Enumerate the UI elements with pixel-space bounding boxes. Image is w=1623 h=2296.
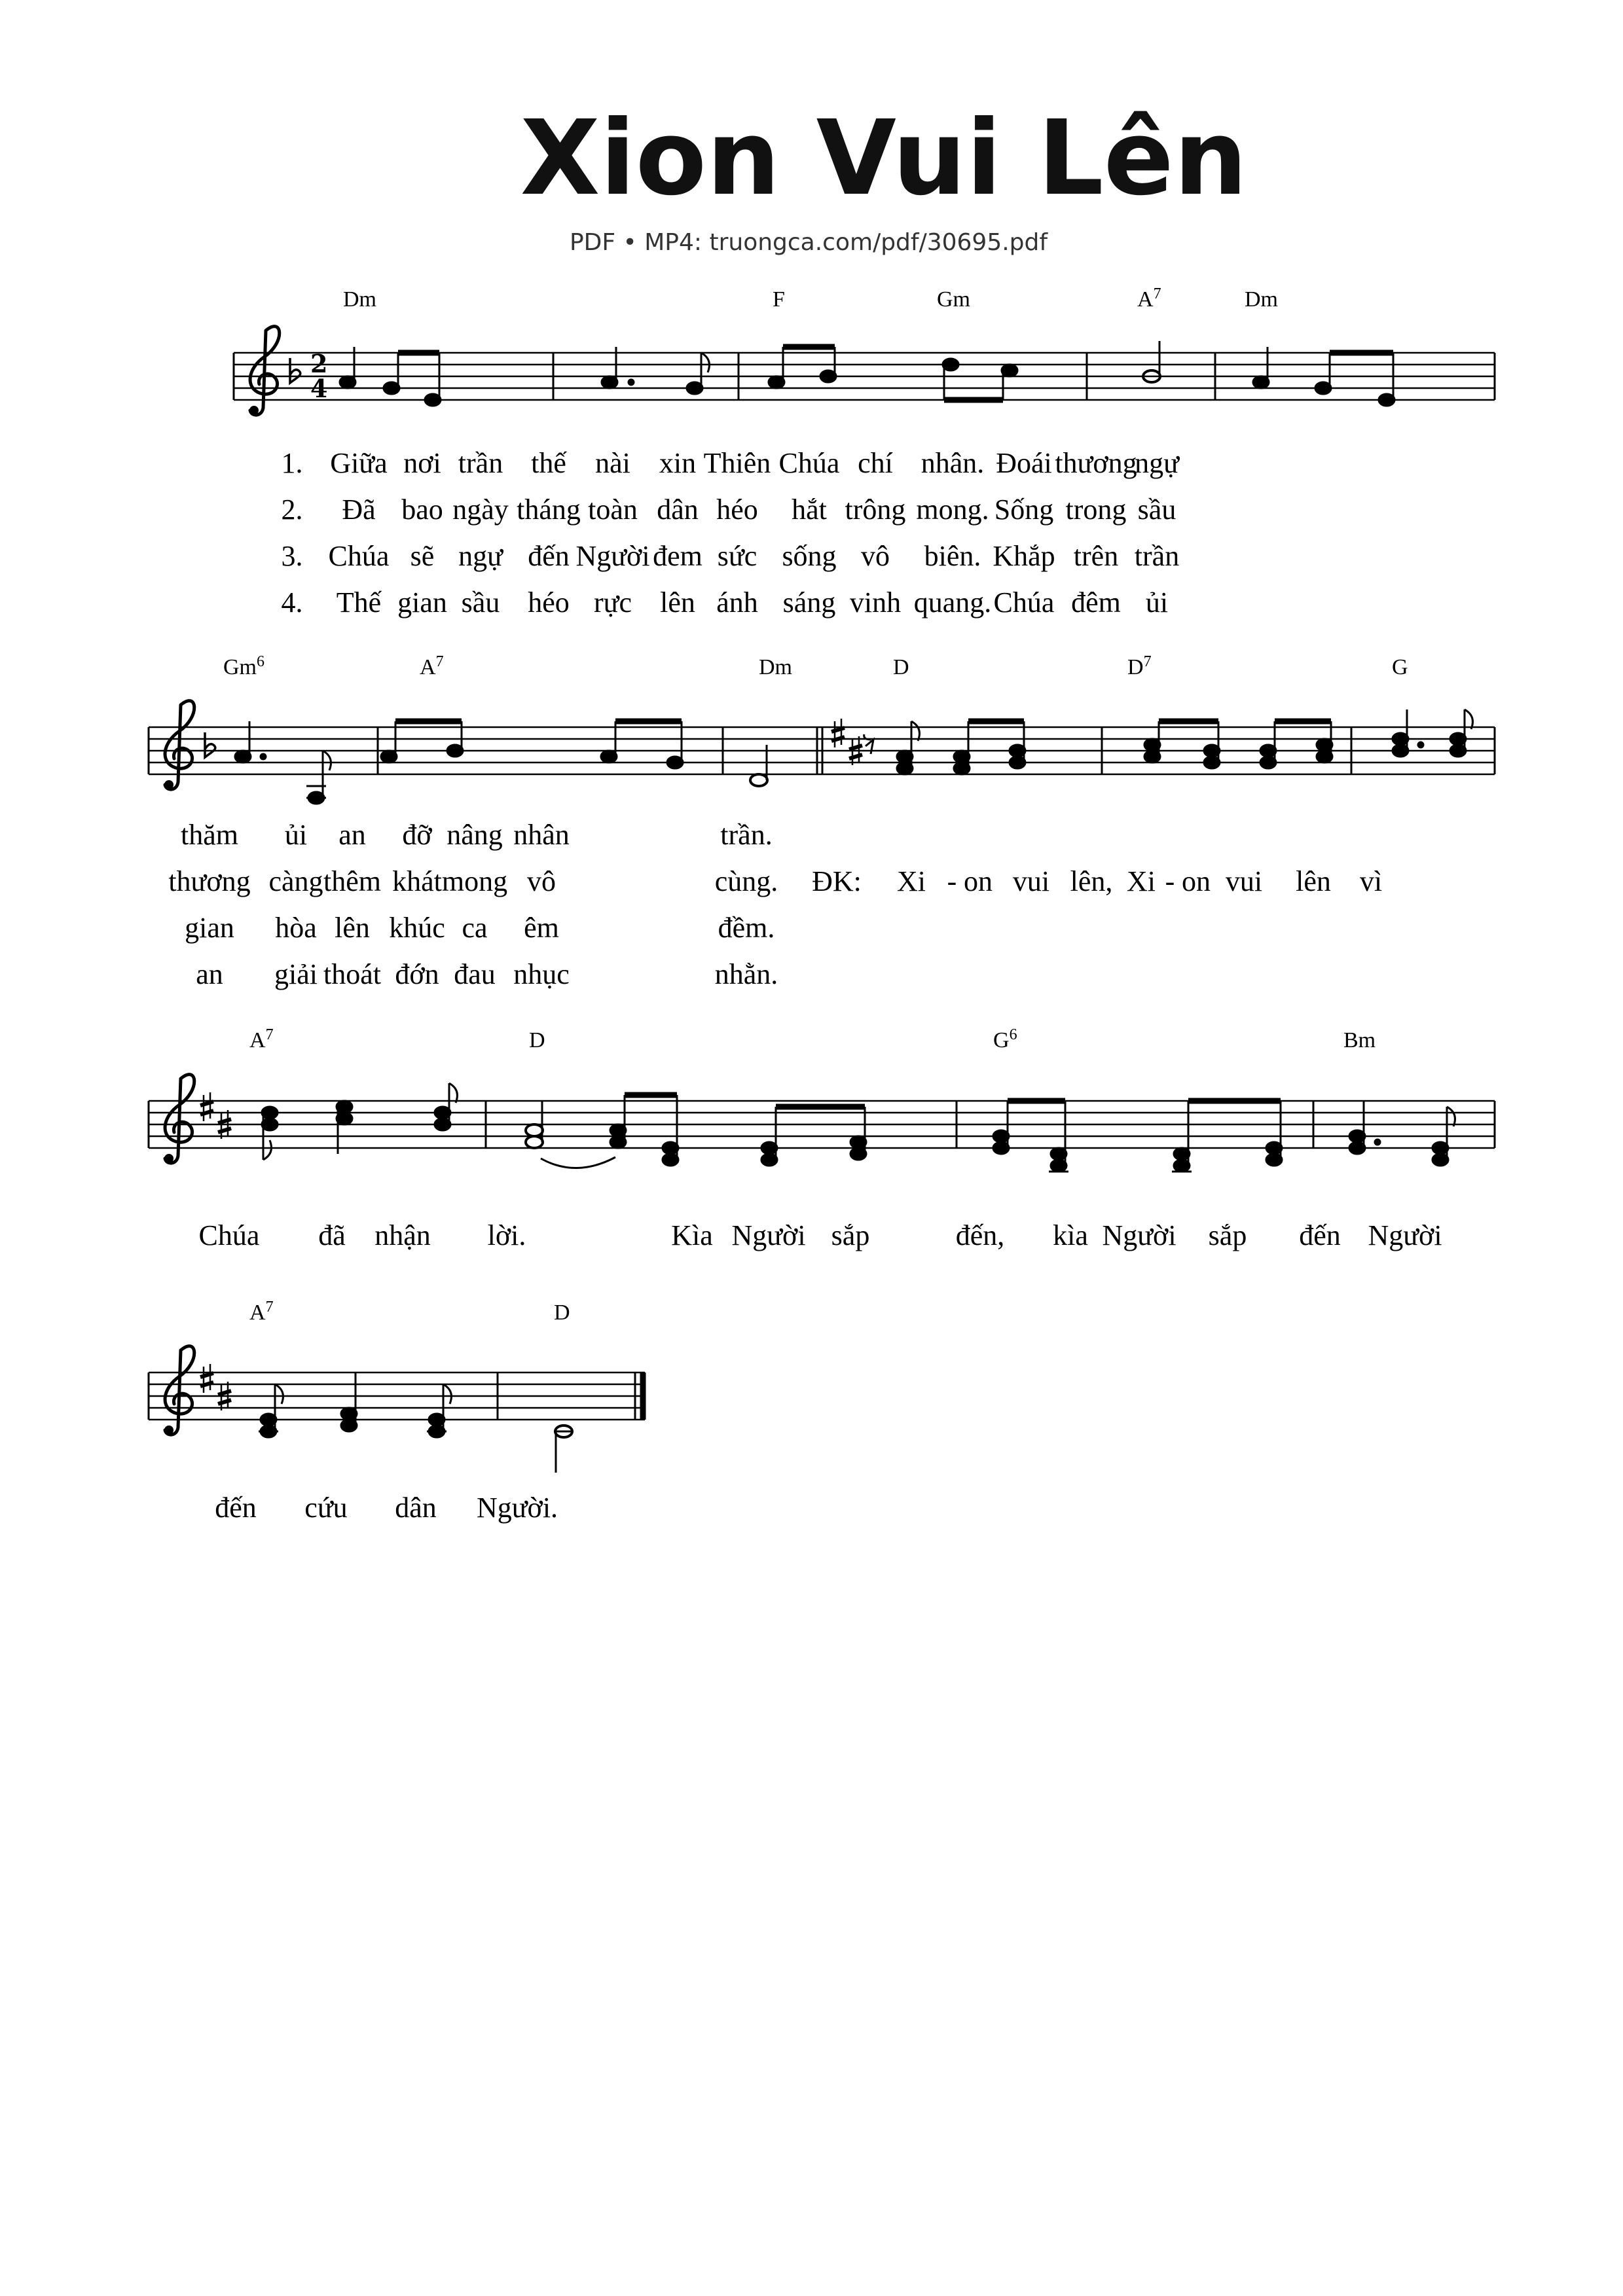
lyric-syllable: đã xyxy=(318,1219,346,1251)
treble-clef-icon xyxy=(164,1346,194,1435)
sharp-sign-icon xyxy=(200,1364,213,1393)
chord-symbol: D xyxy=(893,655,909,679)
chord-symbol: Gm xyxy=(937,287,970,312)
lyric-syllable: gian xyxy=(397,586,447,619)
svg-text:2: 2 xyxy=(310,349,328,378)
lyric-syllable: Người xyxy=(731,1219,806,1251)
chord-symbol: $A^7$ xyxy=(249,1299,274,1325)
lyric-syllable: đỡ xyxy=(402,819,432,851)
lyric-syllable: Sống xyxy=(994,493,1054,526)
lyric-syllable: trên xyxy=(1073,540,1119,572)
lyric-syllable: Chúa xyxy=(328,540,390,572)
notes xyxy=(262,1083,1455,1172)
lyric-syllable: Thiên xyxy=(703,447,771,479)
lyric-syllable: giải xyxy=(274,958,318,990)
lyric-syllable: sức xyxy=(717,540,757,572)
chord-symbol: $G^6$ xyxy=(993,1026,1017,1052)
lyric-syllable: nài xyxy=(595,447,630,479)
lyric-syllable: mong xyxy=(441,865,508,897)
chord-symbols xyxy=(249,1299,570,1325)
lyric-syllable: vui xyxy=(1012,865,1050,897)
lyric-syllable: khát xyxy=(392,865,442,897)
lyric-syllable: Chúa xyxy=(993,586,1055,619)
chord-symbol: G xyxy=(1392,655,1408,679)
lyric-syllable: héo xyxy=(716,493,758,526)
lyric-syllable: Người xyxy=(1368,1219,1442,1251)
lyric-syllable: kìa xyxy=(1053,1219,1088,1251)
chord-symbol: F xyxy=(773,287,785,312)
lyric-syllable: thế xyxy=(531,447,566,479)
lyric-syllable: nhận xyxy=(374,1219,431,1251)
lyric-syllable: on xyxy=(1182,865,1211,897)
treble-clef-icon xyxy=(164,701,194,789)
lyric-syllable: đến xyxy=(1299,1219,1341,1251)
lyric-syllable: bao xyxy=(401,493,443,526)
lyric-syllable: ngự xyxy=(458,540,503,572)
lyric-syllable: sắp xyxy=(831,1219,870,1251)
lyric-syllable: vinh xyxy=(849,586,902,619)
lyric-syllable: đềm. xyxy=(718,912,775,944)
lyric-syllable: mong. xyxy=(916,493,989,526)
chord-symbol: Bm xyxy=(1343,1028,1376,1052)
chord-symbols xyxy=(223,653,1408,679)
lyric-syllable: đến xyxy=(528,540,570,572)
lyric-syllable: quang. xyxy=(913,586,992,619)
lyric-syllable: lời. xyxy=(487,1219,526,1251)
chord-symbol: $A^7$ xyxy=(420,653,444,679)
chord-symbols xyxy=(343,285,1278,312)
system-3 xyxy=(149,1026,1495,1251)
lyrics-block xyxy=(215,1492,558,1524)
lyric-syllable: xin xyxy=(659,447,697,479)
lyric-syllable: Đã xyxy=(342,493,376,526)
lyric-syllable: Xi xyxy=(897,865,926,897)
lyric-syllable: vì xyxy=(1359,865,1383,897)
chord-symbol: $A^7$ xyxy=(1137,285,1161,312)
lyric-syllable: Khắp xyxy=(993,540,1055,572)
lyric-syllable: càng xyxy=(268,865,323,897)
staff-lines xyxy=(234,353,1495,400)
lyric-syllable: ngự xyxy=(1135,447,1179,479)
lyric-syllable: 2. xyxy=(281,493,303,526)
system-1 xyxy=(234,285,1495,619)
system-2 xyxy=(149,653,1495,990)
lyric-syllable: Người xyxy=(575,540,650,572)
lyric-syllable: Thế xyxy=(336,586,382,619)
lyric-syllable: vô xyxy=(861,540,890,572)
lyric-syllable: ca xyxy=(462,912,488,944)
lyric-syllable: thương xyxy=(1055,447,1137,479)
lyric-syllable: sắp xyxy=(1208,1219,1247,1251)
lyric-syllable: sầu xyxy=(1137,493,1176,526)
lyric-syllable: Giữa xyxy=(330,447,388,479)
lyric-syllable: thương xyxy=(168,865,251,897)
lyrics-block xyxy=(199,1219,1442,1251)
lyric-syllable: đau xyxy=(454,958,496,990)
lyric-syllable: Người xyxy=(1102,1219,1176,1251)
lyric-syllable: lên, xyxy=(1070,865,1113,897)
treble-clef-icon xyxy=(249,327,280,415)
treble-clef-icon xyxy=(164,1075,194,1163)
lyric-syllable: trông xyxy=(845,493,906,526)
chord-symbol: D xyxy=(554,1300,570,1325)
lyric-syllable: biên. xyxy=(924,540,981,572)
lyric-syllable: trong xyxy=(1065,493,1127,526)
chord-symbol: D xyxy=(529,1028,545,1052)
lyric-syllable: lên xyxy=(335,912,370,944)
lyric-syllable: đến xyxy=(215,1492,257,1524)
sharp-sign-icon xyxy=(831,719,845,747)
lyric-syllable: khúc xyxy=(389,912,445,944)
lyric-syllable: ĐK: xyxy=(812,865,862,897)
lyric-syllable: Xi xyxy=(1127,865,1156,897)
lyric-syllable: Chúa xyxy=(198,1219,260,1251)
lyric-syllable: vô xyxy=(527,865,556,897)
lyric-syllable: 3. xyxy=(281,540,303,572)
notes xyxy=(340,341,1395,406)
chord-symbol: Dm xyxy=(343,287,376,312)
lyric-syllable: thăm xyxy=(181,819,238,851)
chord-symbol: $D^7$ xyxy=(1127,653,1152,679)
lyric-syllable: Kìa xyxy=(671,1219,713,1251)
lyric-syllable: đến, xyxy=(955,1219,1005,1251)
lyric-syllable: Người. xyxy=(476,1492,558,1524)
system-4 xyxy=(149,1299,645,1524)
lyric-syllable: hòa xyxy=(275,912,317,944)
lyric-syllable: đớn xyxy=(395,958,439,990)
chord-symbol: Dm xyxy=(1245,287,1278,312)
lyric-syllable: an xyxy=(338,819,366,851)
lyric-syllable: lên xyxy=(1296,865,1331,897)
lyric-syllable: sống xyxy=(782,540,837,572)
source-link: PDF • MP4: truongca.com/pdf/30695.pdf xyxy=(569,229,1048,256)
lyric-syllable: đem xyxy=(653,540,702,572)
lyric-syllable: hắt xyxy=(792,493,827,526)
lyric-syllable: dân xyxy=(657,493,699,526)
lyric-syllable: chí xyxy=(858,447,893,479)
lyric-syllable: ánh xyxy=(716,586,758,619)
lyric-syllable: gian xyxy=(185,912,234,944)
lyric-syllable: đêm xyxy=(1071,586,1121,619)
lyric-syllable: sầu xyxy=(461,586,500,619)
lyric-syllable: nhân xyxy=(513,819,570,851)
lyric-syllable: ủi xyxy=(284,819,308,851)
lyric-syllable: trần xyxy=(458,447,503,479)
flat-sign-icon xyxy=(290,358,301,383)
lyric-syllable: lên xyxy=(660,586,695,619)
lyric-syllable: toàn xyxy=(588,493,638,526)
lyric-syllable: ủi xyxy=(1145,586,1169,619)
lyric-syllable: thoát xyxy=(323,958,381,990)
lyric-syllable: thêm xyxy=(323,865,381,897)
lyric-syllable: dân xyxy=(395,1492,437,1524)
lyric-syllable: sáng xyxy=(782,586,836,619)
lyric-syllable: nâng xyxy=(447,819,503,851)
lyric-syllable: 4. xyxy=(281,586,303,619)
lyric-syllable: cùng. xyxy=(714,865,778,897)
lyrics-block xyxy=(282,447,1181,619)
lyric-syllable: nơi xyxy=(403,447,441,479)
lyric-syllable: - xyxy=(947,865,957,897)
chord-symbol: Dm xyxy=(759,655,792,679)
lyric-syllable: nhân. xyxy=(921,447,985,479)
lyric-syllable: Đoái xyxy=(996,447,1052,479)
time-signature xyxy=(310,349,327,403)
sharp-sign-icon xyxy=(200,1092,213,1121)
svg-text:4: 4 xyxy=(310,374,328,403)
lyric-syllable: sẽ xyxy=(410,540,435,572)
notes xyxy=(259,1372,574,1473)
lyric-syllable: - xyxy=(1165,865,1175,897)
chord-symbol: Gm$^6$ xyxy=(223,653,264,679)
lyric-syllable: trần xyxy=(1134,540,1180,572)
flat-sign-icon xyxy=(205,732,215,757)
lyric-syllable: nhục xyxy=(513,958,570,990)
staff-lines xyxy=(149,1372,645,1420)
lyric-syllable: on xyxy=(964,865,993,897)
lyric-syllable: rực xyxy=(593,586,632,619)
chord-symbols xyxy=(249,1026,1376,1052)
lyric-syllable: ngày xyxy=(452,493,509,526)
lyric-syllable: Chúa xyxy=(778,447,840,479)
lyric-syllable: êm xyxy=(524,912,559,944)
lyric-syllable: nhằn. xyxy=(714,958,778,990)
lyric-syllable: héo xyxy=(528,586,570,619)
chord-symbol: $A^7$ xyxy=(249,1026,274,1052)
song-title: Xion Vui Lên xyxy=(520,98,1248,219)
lyric-syllable: 1. xyxy=(281,447,303,479)
lyric-syllable: vui xyxy=(1225,865,1263,897)
lyric-syllable: cứu xyxy=(304,1492,348,1524)
lyrics-block xyxy=(168,819,1382,990)
lyric-syllable: tháng xyxy=(517,493,581,526)
lyric-syllable: an xyxy=(196,958,223,990)
lyric-syllable: trần. xyxy=(720,819,773,851)
